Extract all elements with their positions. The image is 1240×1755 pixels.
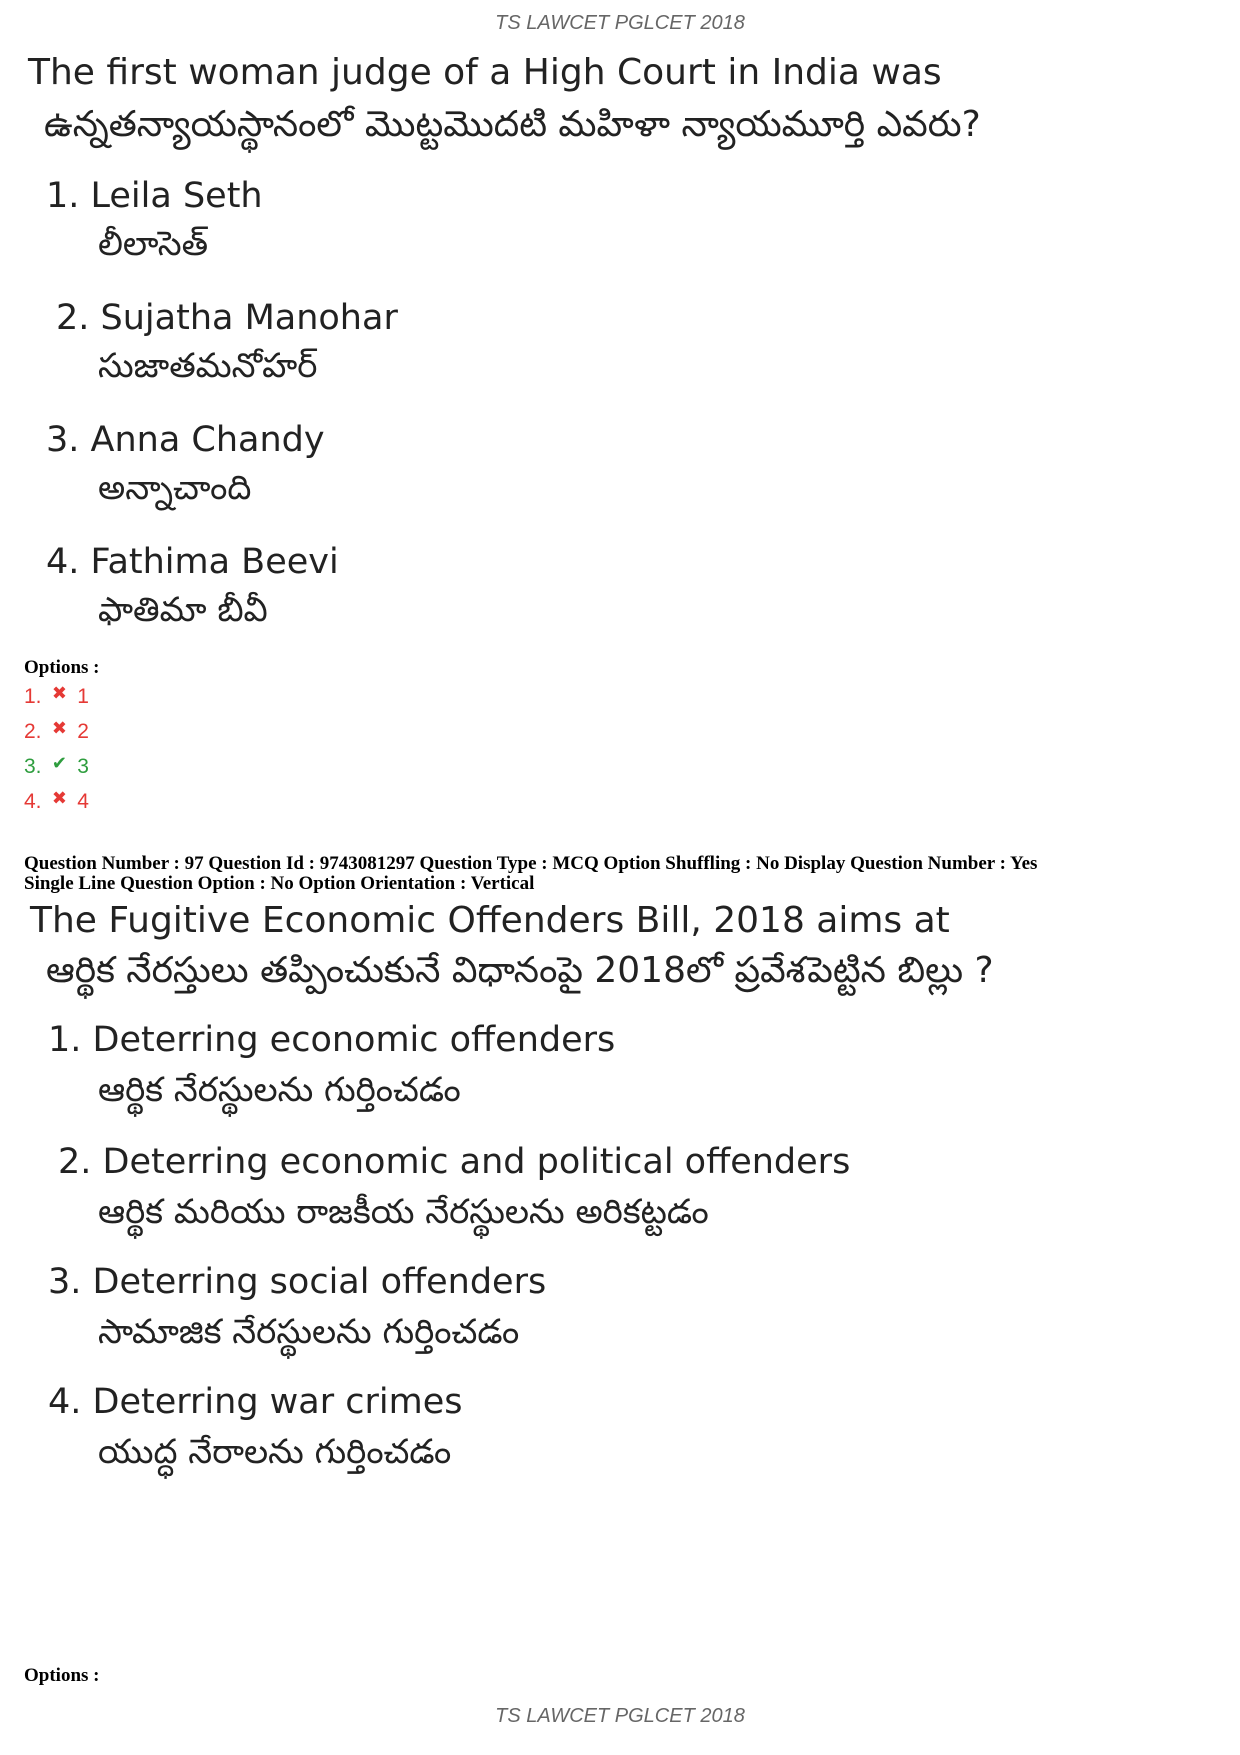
answer-number: 2.: [24, 720, 42, 743]
cross-icon: ✖: [51, 718, 67, 738]
option-1-telugu: లీలాసెత్: [98, 224, 209, 264]
q2-option-2-telugu: ఆర్థిక మరియు రాజకీయ నేరస్థులను అరికట్టడం: [98, 1192, 709, 1232]
answer-number: 1.: [24, 685, 42, 708]
answer-option-4: [24, 788, 89, 814]
question-meta-line-2: Single Line Question Option : No Option Orientation : Vertical: [24, 873, 535, 894]
question-2-text-english: The Fugitive Economic Offenders Bill, 2018 aims at: [30, 900, 950, 941]
option-3-telugu: అన్నాచాంది: [98, 468, 252, 508]
options-label-2: Options :: [24, 1665, 100, 1686]
option-2-telugu: సుజాతమనోహర్: [98, 346, 318, 386]
question-text-english: The first woman judge of a High Court in India was: [28, 52, 942, 93]
q2-option-4-english: 4. Deterring war crimes: [48, 1382, 463, 1422]
answer-option-1: [24, 683, 89, 709]
option-2-english: 2. Sujatha Manohar: [56, 298, 398, 338]
answer-value: 2: [77, 720, 89, 743]
page-header: TS LAWCET PGLCET 2018: [495, 12, 745, 34]
options-label: Options :: [24, 657, 100, 678]
q2-option-4-telugu: యుద్ధ నేరాలను గుర్తించడం: [98, 1432, 452, 1472]
answer-option-3: [24, 753, 89, 779]
question-2-text-telugu: ఆర్థిక నేరస్తులు తప్పించుకునే విధానంపై 2018లో ప్రవేశపెట్టిన బిల్లు ?: [46, 950, 994, 991]
q2-option-1-telugu: ఆర్థిక నేరస్థులను గుర్తించడం: [98, 1070, 461, 1110]
q2-option-2-english: 2. Deterring economic and political offenders: [58, 1142, 851, 1182]
option-3-english: 3. Anna Chandy: [46, 420, 325, 460]
cross-icon: ✖: [51, 683, 67, 703]
answer-value: 3: [77, 755, 89, 778]
cross-icon: ✖: [51, 788, 67, 808]
answer-option-2: [24, 718, 89, 744]
answer-value: 1: [77, 685, 89, 708]
option-4-english: 4. Fathima Beevi: [46, 542, 339, 582]
answer-number: 4.: [24, 790, 42, 813]
q2-option-3-telugu: సామాజిక నేరస్థులను గుర్తించడం: [98, 1312, 520, 1352]
page-footer: TS LAWCET PGLCET 2018: [495, 1705, 745, 1727]
option-1-english: 1. Leila Seth: [46, 176, 263, 216]
question-meta-line-1: Question Number : 97 Question Id : 9743081297 Question Type : MCQ Option Shuffling : No Display Question Number : Yes: [24, 853, 1038, 874]
q2-option-1-english: 1. Deterring economic offenders: [48, 1020, 616, 1060]
q2-option-3-english: 3. Deterring social offenders: [48, 1262, 547, 1302]
check-icon: ✔: [51, 753, 67, 773]
answer-value: 4: [77, 790, 89, 813]
answer-number: 3.: [24, 755, 42, 778]
option-4-telugu: ఫాతిమా బీవీ: [98, 590, 268, 630]
question-text-telugu: ఉన్నతన్యాయస్థానంలో మొట్టమొదటి మహిళా న్యాయమూర్తి ఎవరు?: [44, 104, 981, 145]
